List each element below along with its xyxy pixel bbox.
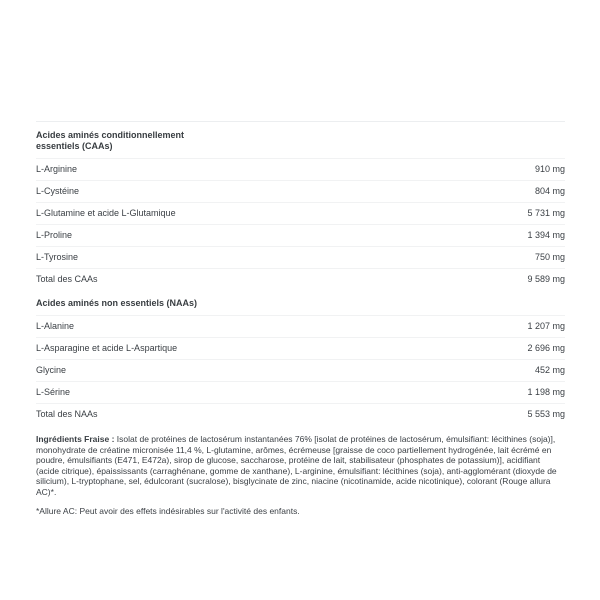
row-value: 1 207 mg — [527, 321, 565, 331]
amino-table — [36, 121, 565, 425]
ingredients-paragraph — [36, 434, 565, 497]
row-value: 804 mg — [534, 186, 565, 196]
table-row — [36, 224, 565, 246]
table-row — [36, 202, 565, 224]
section-header: Acides aminés non essentiels (NAAs) — [36, 298, 198, 308]
table-row — [36, 315, 565, 337]
row-value: 2 696 mg — [527, 343, 565, 353]
table-row — [36, 403, 565, 425]
row-label: L-Asparagine et acide L-Aspartique — [36, 343, 178, 353]
row-label: L-Alanine — [36, 321, 75, 331]
row-value: 750 mg — [534, 252, 565, 262]
row-value: 1 394 mg — [527, 230, 565, 240]
ingredients-lead: Ingrédients Fraise : — [36, 434, 115, 444]
table-row — [36, 268, 565, 290]
footnote-text: *Allure AC: Peut avoir des effets indésirables sur l'activité des enfants. — [36, 506, 300, 516]
row-value: 910 mg — [534, 164, 565, 174]
row-value: 1 198 mg — [527, 387, 565, 397]
nutrition-content — [36, 121, 565, 525]
row-label: Glycine — [36, 365, 67, 375]
table-row — [36, 180, 565, 202]
row-value: 452 mg — [534, 365, 565, 375]
row-label: Total des NAAs — [36, 409, 98, 419]
section-header: Acides aminés conditionnellement essentiels (CAAs) — [36, 130, 185, 151]
row-label: L-Glutamine et acide L-Glutamique — [36, 208, 176, 218]
row-value: 5 731 mg — [527, 208, 565, 218]
table-row — [36, 381, 565, 403]
row-label: L-Cystéine — [36, 186, 80, 196]
table-row — [36, 337, 565, 359]
ingredients-text: Isolat de protéines de lactosérum instantanées 76% [isolat de protéines de lactosérum, émulsifiant: lécithines (soja)], monohydrate de créatine micronisée 11,4 %, L-glutamine, arômes, écrémeuse [graisse de coco partiellement hydrogénée, lait écrémé en poudre, émulsifiants (E471, E472a), sirop de glucose, saccharose, protéine de lait, stabilisateur (phosphates de potassium)], acidifiant (acide citrique), épaississants (carraghénane, gomme de xanthane), L-arginine, émulsifiant: lécithines (soja), anti-agglomérant (dioxyde de silicium), L-tryptophane, sel, édulcorant (sucralose), bisglycinate de zinc, niacine (nicotinamide, acide nicotinique), colorant (Rouge allura AC)*. — [36, 434, 557, 497]
row-label: L-Tyrosine — [36, 252, 79, 262]
row-label: L-Arginine — [36, 164, 78, 174]
row-value: 5 553 mg — [527, 409, 565, 419]
row-label: L-Sérine — [36, 387, 71, 397]
table-row — [36, 359, 565, 381]
table-row — [36, 158, 565, 180]
table-row — [36, 246, 565, 268]
row-value: 9 589 mg — [527, 274, 565, 284]
row-label: Total des CAAs — [36, 274, 98, 284]
row-label: L-Proline — [36, 230, 73, 240]
